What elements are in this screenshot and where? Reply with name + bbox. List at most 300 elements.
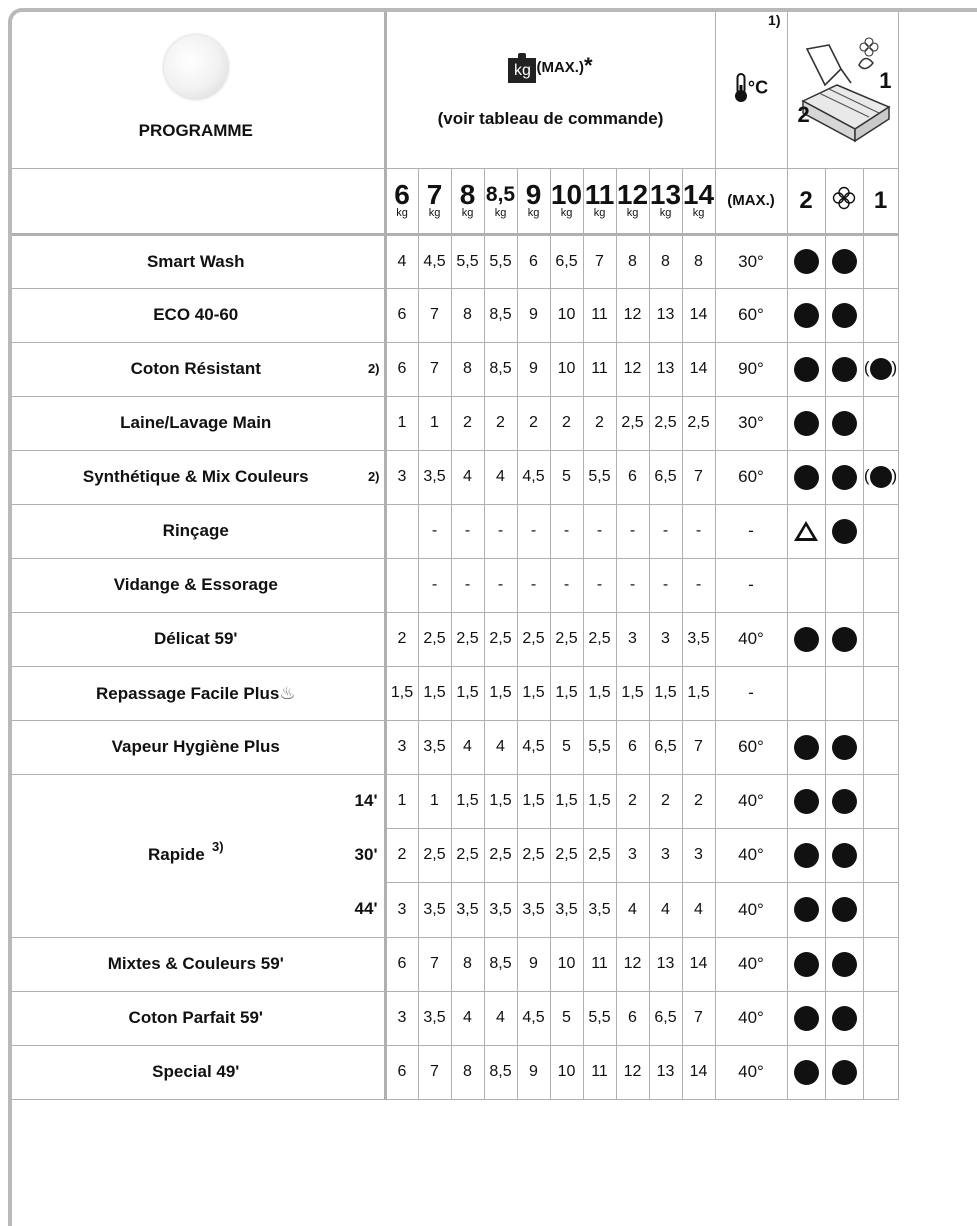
load-cell: 3,5	[418, 883, 451, 937]
filled-dot-icon	[794, 303, 819, 328]
filled-dot-icon	[832, 303, 857, 328]
programme-name: Délicat 59'	[154, 629, 238, 648]
filled-dot-icon	[832, 897, 857, 922]
load-cell: 2	[649, 774, 682, 828]
load-cell: 2,5	[550, 828, 583, 882]
load-cell: -	[583, 504, 616, 558]
load-cell: 5	[550, 450, 583, 504]
load-cell: 2,5	[517, 828, 550, 882]
temperature-cell: 30°	[715, 396, 787, 450]
main-wash-compartment-cell	[863, 937, 898, 991]
load-cell: 5,5	[451, 234, 484, 288]
load-cell: 2	[385, 828, 418, 882]
temperature-header-cell	[715, 8, 787, 168]
load-cell	[385, 504, 418, 558]
load-cell: 2,5	[649, 396, 682, 450]
load-cell: 11	[583, 937, 616, 991]
capacity-header-8-5kg	[484, 168, 517, 234]
programme-header-cell	[8, 8, 385, 168]
load-cell: 6	[616, 991, 649, 1045]
load-cell: 5,5	[583, 450, 616, 504]
load-cell: 8,5	[484, 288, 517, 342]
prewash-compartment-cell	[787, 234, 825, 288]
weight-footnote-star: *	[583, 52, 593, 78]
main-wash-compartment-cell	[863, 828, 898, 882]
load-cell: 2,5	[583, 612, 616, 666]
programme-name-cell	[8, 234, 385, 288]
capacity-number: 12	[616, 178, 649, 210]
capacity-number: 8,5	[485, 182, 516, 206]
programme-row	[8, 558, 898, 612]
load-cell: 12	[616, 937, 649, 991]
load-cell: -	[682, 504, 715, 558]
main-wash-compartment-cell	[863, 396, 898, 450]
prewash-compartment-cell	[787, 504, 825, 558]
temperature-cell: 40°	[715, 828, 787, 882]
prewash-compartment-cell	[787, 342, 825, 396]
prewash-compartment-cell	[787, 558, 825, 612]
load-cell: -	[451, 558, 484, 612]
programme-name: Vapeur Hygiène Plus	[111, 737, 280, 756]
load-cell: 10	[550, 937, 583, 991]
load-cell: 4,5	[517, 720, 550, 774]
main-wash-compartment-cell	[863, 504, 898, 558]
temperature-max-label: (MAX.)	[727, 191, 775, 209]
capacity-unit: kg	[527, 206, 540, 219]
compartment-label: 2	[799, 186, 813, 214]
filled-dot-icon	[832, 357, 857, 382]
load-cell: 14	[682, 342, 715, 396]
load-cell: 1,5	[583, 774, 616, 828]
programme-name: Special 49'	[152, 1062, 240, 1081]
load-cell: 4	[649, 883, 682, 937]
load-cell: 9	[517, 1045, 550, 1099]
prewash-compartment-cell	[787, 666, 825, 720]
weight-kg-icon: kg	[508, 53, 536, 83]
compartment-2-header	[787, 168, 825, 234]
load-cell: -	[517, 558, 550, 612]
load-cell: 9	[517, 937, 550, 991]
filled-dot-icon	[794, 735, 819, 760]
programme-footnote: 2)	[367, 360, 380, 376]
main-wash-compartment-cell	[863, 234, 898, 288]
filled-dot-icon	[794, 843, 819, 868]
load-cell: 7	[682, 720, 715, 774]
softener-compartment-cell	[825, 883, 863, 937]
load-cell: 8	[682, 234, 715, 288]
load-cell: -	[616, 558, 649, 612]
capacity-number: 9	[525, 178, 542, 210]
compartment-label: 1	[873, 186, 888, 214]
load-cell: 4	[682, 883, 715, 937]
softener-compartment-cell	[825, 342, 863, 396]
programme-name-cell	[8, 396, 385, 450]
load-cell: 11	[583, 342, 616, 396]
programme-name-cell	[8, 450, 385, 504]
load-cell: 4	[484, 720, 517, 774]
compartment-1-header	[863, 168, 898, 234]
programme-name: Laine/Lavage Main	[120, 413, 272, 432]
rapide-row	[8, 774, 898, 828]
load-cell: 6	[385, 937, 418, 991]
load-cell: 3,5	[418, 450, 451, 504]
load-cell: 1,5	[616, 666, 649, 720]
load-cell: 2	[517, 396, 550, 450]
optional-dot-icon: ( )	[864, 358, 897, 377]
main-wash-compartment-cell	[863, 612, 898, 666]
load-cell: 7	[418, 288, 451, 342]
temperature-cell: 60°	[715, 450, 787, 504]
filled-dot-icon	[832, 1060, 857, 1085]
filled-dot-icon	[794, 627, 819, 652]
capacity-unit: kg	[494, 206, 507, 219]
load-cell: 10	[550, 342, 583, 396]
filled-dot-icon	[794, 789, 819, 814]
programme-row	[8, 1045, 898, 1099]
softener-compartment-cell	[825, 937, 863, 991]
filled-dot-icon	[794, 1060, 819, 1085]
main-wash-compartment-cell	[863, 666, 898, 720]
main-wash-compartment-cell	[863, 342, 898, 396]
load-cell: 1,5	[550, 774, 583, 828]
weight-note: (voir tableau de commande)	[437, 108, 664, 128]
softener-compartment-cell	[825, 828, 863, 882]
capacity-unit: kg	[396, 206, 408, 219]
prewash-compartment-cell	[787, 720, 825, 774]
programme-row	[8, 450, 898, 504]
load-cell: 3,5	[550, 883, 583, 937]
capacity-unit: kg	[692, 206, 705, 219]
temperature-max-header	[715, 168, 787, 234]
load-cell: 3,5	[682, 612, 715, 666]
load-cell: 3	[385, 991, 418, 1045]
load-cell: 13	[649, 288, 682, 342]
load-cell: 7	[418, 342, 451, 396]
load-cell: 2,5	[616, 396, 649, 450]
load-cell: 8	[451, 288, 484, 342]
load-cell: -	[616, 504, 649, 558]
load-cell: -	[649, 504, 682, 558]
temperature-footnote: 1)	[768, 12, 781, 28]
load-cell: 5,5	[484, 234, 517, 288]
programme-row	[8, 504, 898, 558]
filled-dot-icon	[870, 466, 892, 488]
load-cell: 3,5	[418, 720, 451, 774]
programme-name-cell	[8, 991, 385, 1045]
load-cell: 12	[616, 1045, 649, 1099]
programme-footnote: 2)	[367, 468, 380, 484]
softener-compartment-cell	[825, 666, 863, 720]
load-cell: 8	[451, 1045, 484, 1099]
filled-dot-icon	[832, 627, 857, 652]
load-cell: 9	[517, 288, 550, 342]
main-wash-compartment-cell	[863, 720, 898, 774]
capacity-header-7kg	[418, 168, 451, 234]
load-cell: 8	[451, 937, 484, 991]
load-cell: 13	[649, 342, 682, 396]
softener-compartment-cell	[825, 774, 863, 828]
load-cell: 2,5	[517, 612, 550, 666]
load-cell: 1	[418, 396, 451, 450]
load-cell: -	[649, 558, 682, 612]
load-cell: 7	[418, 937, 451, 991]
load-cell: 14	[682, 1045, 715, 1099]
programme-name-cell	[8, 342, 385, 396]
programme-table-frame	[8, 8, 977, 1226]
weight-max-label: (MAX.)	[536, 58, 584, 76]
filled-dot-icon	[794, 952, 819, 977]
softener-compartment-cell	[825, 720, 863, 774]
load-cell: 1,5	[682, 666, 715, 720]
load-cell: 4	[484, 991, 517, 1045]
capacity-number: 10	[550, 178, 583, 210]
load-cell: 8	[616, 234, 649, 288]
capacity-unit: kg	[428, 206, 441, 219]
load-cell: 8,5	[484, 342, 517, 396]
capacity-number: 8	[459, 178, 476, 210]
load-cell: -	[550, 504, 583, 558]
load-cell: 4	[451, 991, 484, 1045]
filled-dot-icon	[832, 519, 857, 544]
compartment-1-label: 1	[879, 68, 892, 93]
softener-flower-icon	[832, 186, 856, 210]
programme-row	[8, 720, 898, 774]
load-cell: 13	[649, 1045, 682, 1099]
programme-row	[8, 288, 898, 342]
program-knob-icon	[164, 35, 228, 99]
capacity-header-10kg	[550, 168, 583, 234]
load-cell: 3,5	[583, 883, 616, 937]
load-cell: 7	[583, 234, 616, 288]
load-cell: 2	[583, 396, 616, 450]
filled-dot-icon	[832, 735, 857, 760]
load-cell: 8	[451, 342, 484, 396]
load-cell: 2,5	[484, 828, 517, 882]
load-cell: 6	[517, 234, 550, 288]
programme-name-cell	[8, 504, 385, 558]
load-cell: 1,5	[649, 666, 682, 720]
load-cell: 8,5	[484, 1045, 517, 1099]
load-cell: 2,5	[451, 828, 484, 882]
prewash-compartment-cell	[787, 612, 825, 666]
softener-compartment-cell	[825, 234, 863, 288]
softener-compartment-cell	[825, 288, 863, 342]
rapide-duration-label: 30'	[354, 844, 378, 864]
load-cell: 3	[385, 883, 418, 937]
softener-compartment-cell	[825, 1045, 863, 1099]
load-cell: 6	[385, 288, 418, 342]
load-cell: -	[517, 504, 550, 558]
load-cell: 1	[418, 774, 451, 828]
load-cell: 2	[682, 774, 715, 828]
capacity-header-8kg	[451, 168, 484, 234]
load-cell: -	[484, 558, 517, 612]
load-cell: 6	[385, 342, 418, 396]
load-cell: 3	[385, 450, 418, 504]
load-cell: 4,5	[517, 991, 550, 1045]
capacity-header-6kg	[385, 168, 418, 234]
load-cell: 14	[682, 937, 715, 991]
load-cell: 1,5	[550, 666, 583, 720]
prewash-compartment-cell	[787, 883, 825, 937]
load-cell: 7	[682, 991, 715, 1045]
filled-dot-icon	[832, 789, 857, 814]
load-cell: 6,5	[649, 450, 682, 504]
temperature-cell: 40°	[715, 883, 787, 937]
programme-name: Repassage Facile Plus	[96, 683, 280, 703]
load-cell: 6,5	[550, 234, 583, 288]
filled-dot-icon	[794, 411, 819, 436]
load-cell: 2	[484, 396, 517, 450]
load-cell: 12	[616, 342, 649, 396]
load-cell: 9	[517, 342, 550, 396]
prewash-compartment-cell	[787, 288, 825, 342]
load-cell: 2	[385, 612, 418, 666]
rapide-name-cell	[8, 774, 385, 937]
load-cell: 4,5	[517, 450, 550, 504]
load-cell: 4,5	[418, 234, 451, 288]
load-cell: 14	[682, 288, 715, 342]
programme-row	[8, 991, 898, 1045]
programme-name-cell	[8, 666, 385, 720]
programme-name: Synthétique & Mix Couleurs	[82, 467, 309, 486]
softener-compartment-header	[825, 168, 863, 234]
prewash-compartment-cell	[787, 1045, 825, 1099]
softener-compartment-cell	[825, 504, 863, 558]
load-cell: 3	[649, 612, 682, 666]
compartment-2-label: 2	[797, 101, 810, 127]
main-wash-compartment-cell	[863, 1045, 898, 1099]
temperature-cell: -	[715, 558, 787, 612]
programme-row	[8, 234, 898, 288]
load-cell: 1,5	[385, 666, 418, 720]
programme-row	[8, 666, 898, 720]
steam-iron-icon: ♨	[279, 682, 296, 703]
load-cell: 10	[550, 288, 583, 342]
load-cell: 6,5	[649, 991, 682, 1045]
load-cell: 2	[616, 774, 649, 828]
filled-dot-icon	[832, 1006, 857, 1031]
programme-name: ECO 40-60	[153, 305, 239, 324]
programme-spacer-cell	[8, 168, 385, 234]
capacity-unit: kg	[461, 206, 474, 219]
capacity-header-13kg	[649, 168, 682, 234]
load-cell: 2,5	[550, 612, 583, 666]
programme-name-cell	[8, 558, 385, 612]
load-cell: 6	[616, 450, 649, 504]
load-cell: 11	[583, 288, 616, 342]
load-cell: 4	[451, 450, 484, 504]
programme-name: Coton Résistant	[130, 359, 261, 378]
load-cell: -	[451, 504, 484, 558]
load-cell: 1,5	[517, 774, 550, 828]
temperature-cell: 60°	[715, 720, 787, 774]
temperature-cell: 40°	[715, 991, 787, 1045]
load-cell: 11	[583, 1045, 616, 1099]
capacity-number: 6	[394, 178, 410, 210]
load-cell: 2	[550, 396, 583, 450]
load-cell: 5,5	[583, 720, 616, 774]
filled-dot-icon	[870, 358, 892, 380]
rapide-duration-label: 14'	[354, 790, 378, 810]
capacity-header-12kg	[616, 168, 649, 234]
softener-compartment-cell	[825, 450, 863, 504]
programme-table	[8, 8, 899, 1100]
programme-name-cell	[8, 288, 385, 342]
softener-compartment-cell	[825, 396, 863, 450]
load-cell	[385, 558, 418, 612]
triangle-icon	[794, 521, 818, 541]
optional-dot-icon: ( )	[864, 466, 897, 485]
load-cell: 2,5	[484, 612, 517, 666]
capacity-unit: kg	[560, 206, 573, 219]
programme-label: PROGRAMME	[138, 120, 253, 140]
programme-name-cell	[8, 937, 385, 991]
temperature-cell: -	[715, 666, 787, 720]
prewash-compartment-cell	[787, 450, 825, 504]
prewash-compartment-cell	[787, 396, 825, 450]
load-cell: 2,5	[583, 828, 616, 882]
temperature-cell: 40°	[715, 774, 787, 828]
load-cell: 2,5	[451, 612, 484, 666]
programme-name: Coton Parfait 59'	[128, 1008, 263, 1027]
capacity-unit: kg	[659, 206, 672, 219]
load-cell: 1,5	[484, 774, 517, 828]
prewash-compartment-cell	[787, 937, 825, 991]
capacity-header-9kg	[517, 168, 550, 234]
rapide-duration-label: 44'	[354, 898, 378, 918]
load-cell: 3	[649, 828, 682, 882]
filled-dot-icon	[832, 465, 857, 490]
temperature-cell: 90°	[715, 342, 787, 396]
filled-dot-icon	[794, 357, 819, 382]
temperature-cell: 40°	[715, 612, 787, 666]
load-cell: 2,5	[418, 828, 451, 882]
load-cell: 2,5	[418, 612, 451, 666]
load-cell: 3,5	[451, 883, 484, 937]
programme-row	[8, 342, 898, 396]
main-wash-compartment-cell	[863, 450, 898, 504]
temperature-cell: 40°	[715, 1045, 787, 1099]
load-cell: 4	[616, 883, 649, 937]
programme-footnote: 3)	[212, 838, 224, 854]
programme-row	[8, 396, 898, 450]
load-cell: 1,5	[451, 666, 484, 720]
prewash-compartment-cell	[787, 991, 825, 1045]
load-cell: -	[550, 558, 583, 612]
temperature-cell: 40°	[715, 937, 787, 991]
load-cell: 4	[385, 234, 418, 288]
load-cell: 8,5	[484, 937, 517, 991]
weight-header-cell	[385, 8, 715, 168]
load-cell: 7	[418, 1045, 451, 1099]
thermometer-icon	[734, 73, 748, 103]
capacity-unit: kg	[626, 206, 639, 219]
load-cell: 3,5	[418, 991, 451, 1045]
filled-dot-icon	[794, 465, 819, 490]
filled-dot-icon	[794, 249, 819, 274]
capacity-number: 13	[649, 178, 682, 210]
load-cell: 3,5	[517, 883, 550, 937]
load-cell: 5,5	[583, 991, 616, 1045]
programme-name: Mixtes & Couleurs 59'	[107, 954, 284, 973]
programme-name: Smart Wash	[146, 251, 245, 271]
load-cell: -	[418, 558, 451, 612]
load-cell: 2,5	[682, 396, 715, 450]
load-cell: 4	[451, 720, 484, 774]
capacity-number: 11	[584, 178, 615, 210]
main-wash-compartment-cell	[863, 991, 898, 1045]
